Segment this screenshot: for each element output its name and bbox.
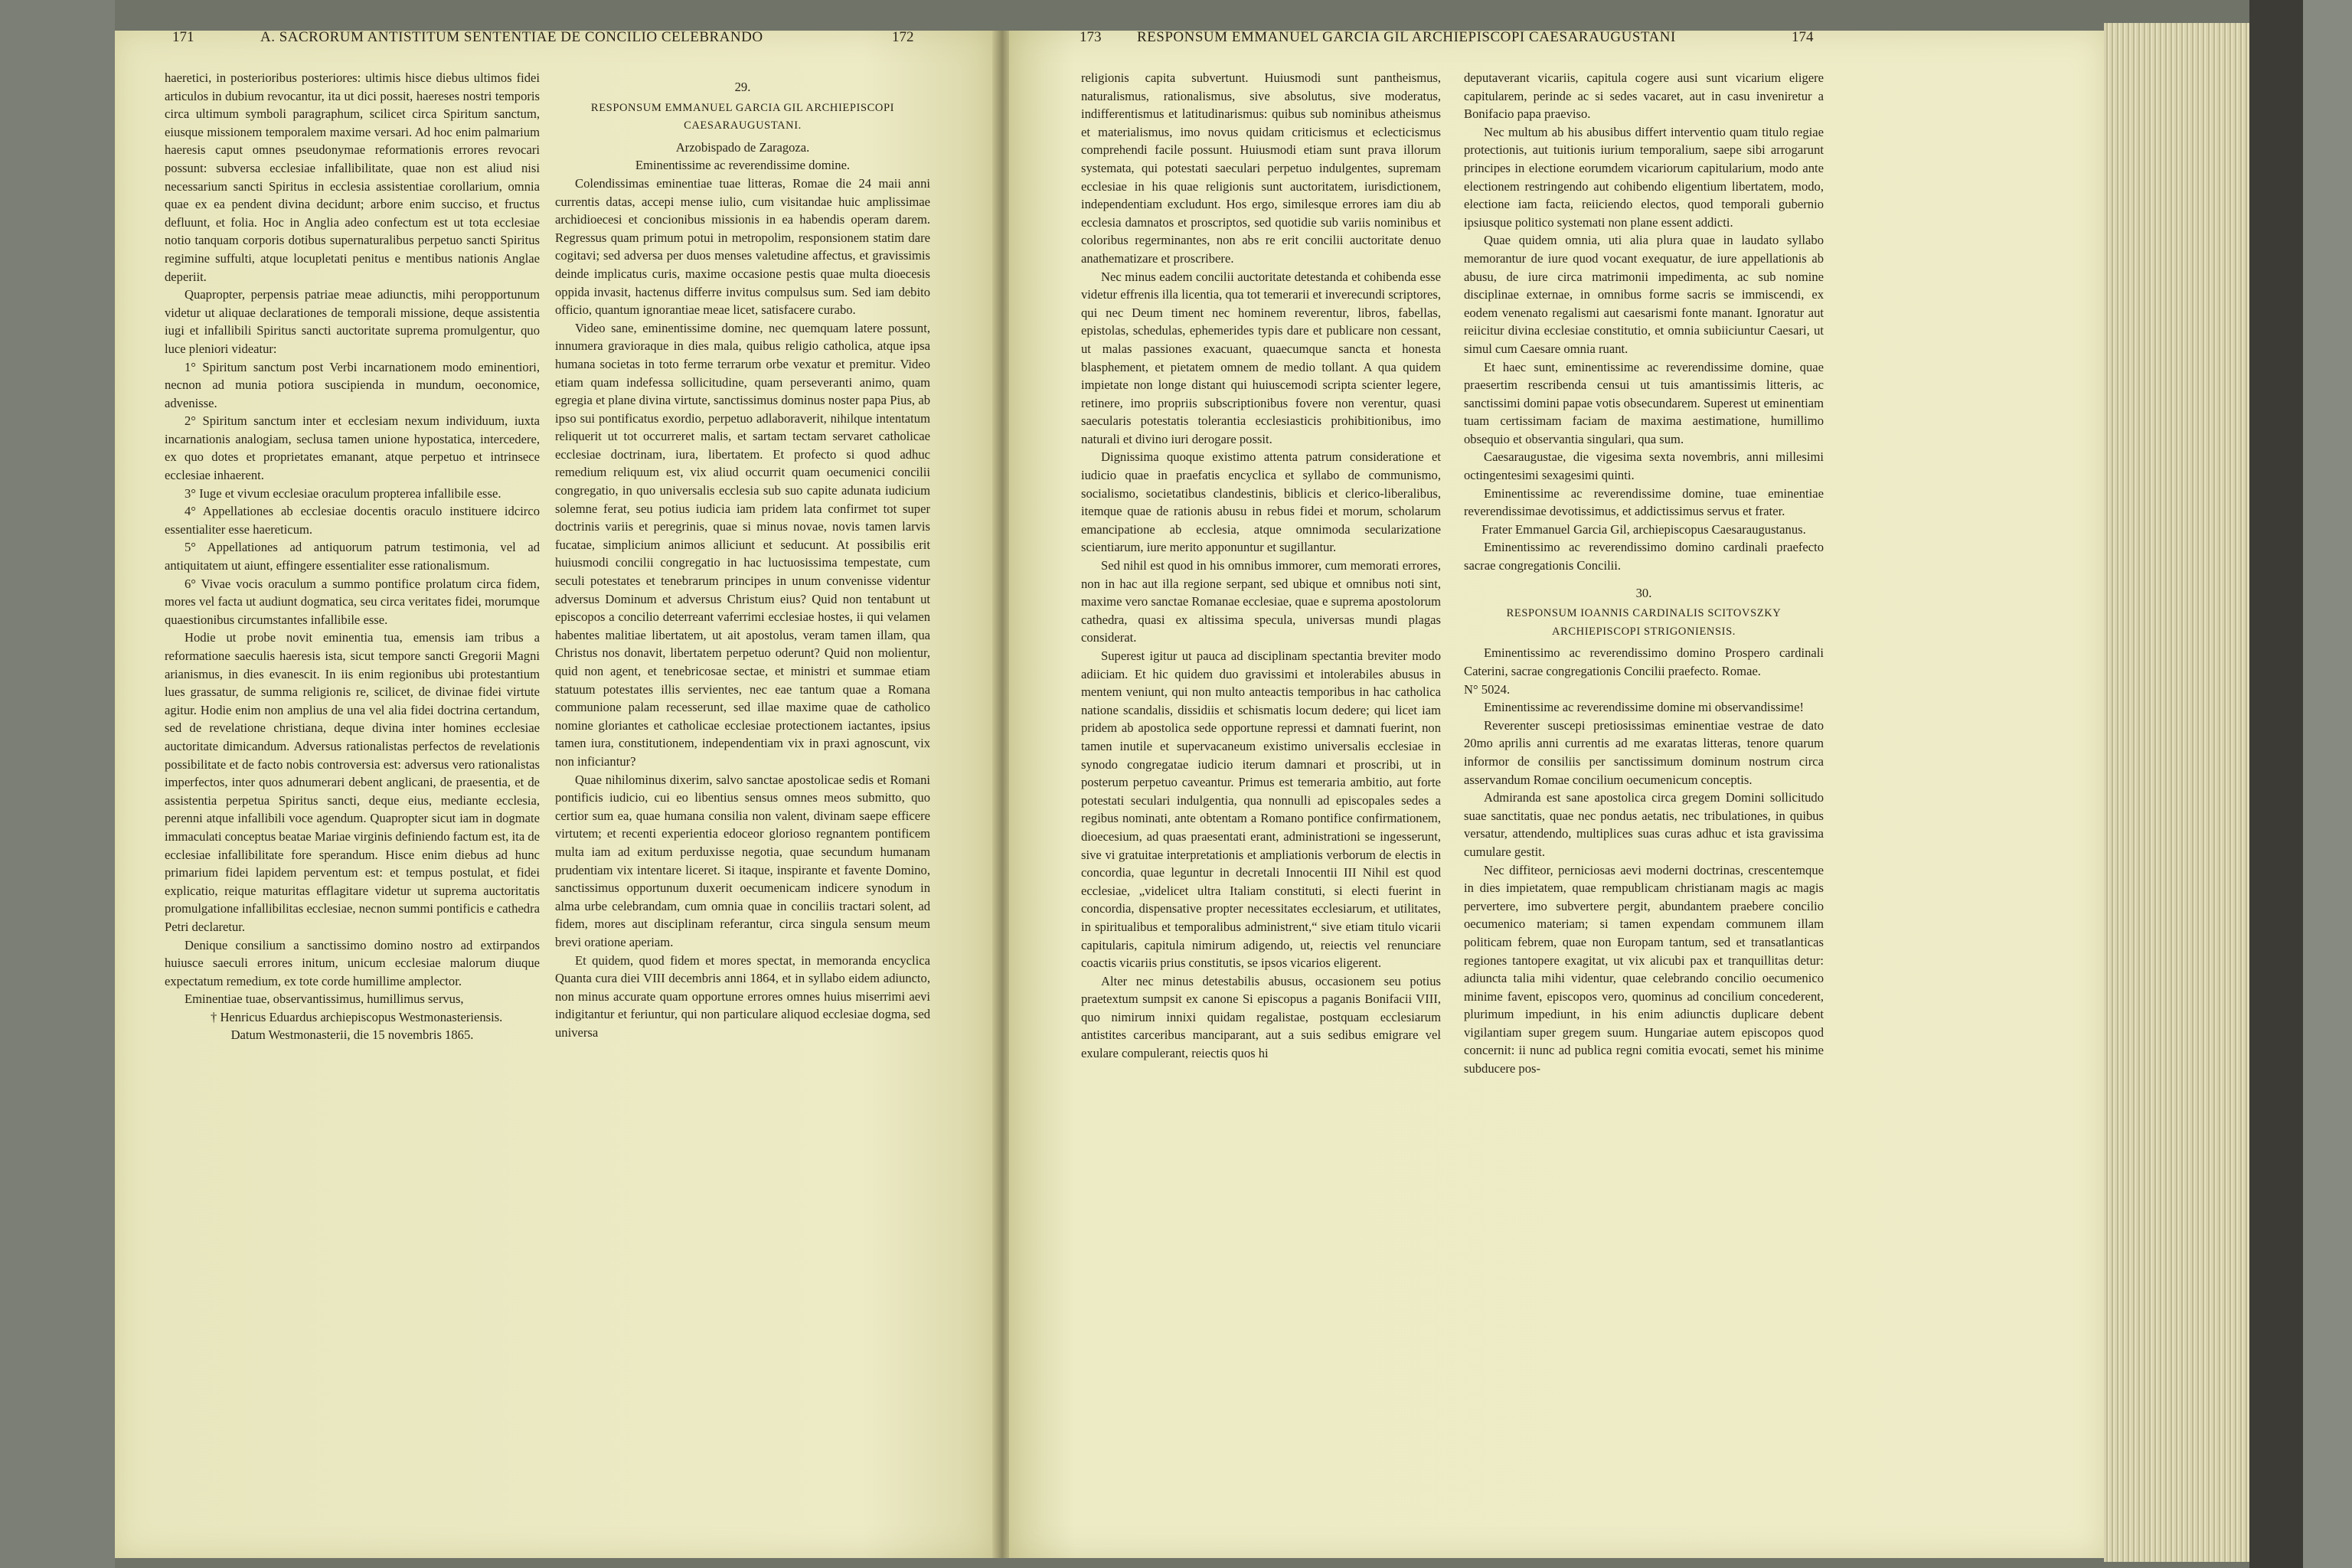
paragraph: 2° Spiritum sanctum inter et ecclesiam nexum individuum, iuxta incarnationis analogiam, seclusa tamen unione hypostatica, intercedere, ex quo dotes et proprietates emanant, atque perpetuo et intrinsece ecclesiae inhaerent.: [165, 413, 540, 483]
paragraph: Dignissima quoque existimo attenta patrum consideratione et iudicio quae in praefatis encyclica et syllabo de communismo, socialismo, societatibus clandestinis, biblicis et clerico-liberalibus, itemque quae de rationis abusu in rebus fidei et morum, scholarum emancipatione ab ecclesia, atque omnimoda secularizatione scientiarum, iure merito apponuntur et sugillantur.: [1081, 449, 1441, 555]
paragraph: religionis capita subvertunt. Huiusmodi sunt pantheismus, naturalismus, rationalismus, sive absolutus, sive moderatus, indifferentismus et latitudinarismus: quibus sub nominibus atheismus et materialismus, imo novus quidam criticismus et eclecticismus comprehendi facile possunt. Huiusmodi etiam sunt prava illorum systemata, qui potestati saeculari perpetuo indulgentes, supremam ecclesiae in his quae religionis sunt auctoritatem, iurisdictionem, independentiam excludunt. Hos ergo, similesque errores iam diu ab ecclesia damnatos et proscriptos, sed quotidie sub variis nominibus et coloribus regerminantes, non abs re erit concilii auctoritate denuo anathematizare et proscribere.: [1081, 70, 1441, 266]
paragraph: Et quidem, quod fidem et mores spectat, in memoranda encyclica Quanta cura diei VIII decembris anni 1864, et in syllabo eidem adiuncto, non minus accurate quam opportune errores omnes huius miserrimi aevi indigitantur et feriuntur, qui non particulare aliquod ecclesiae dogma, sed universa: [555, 952, 930, 1040]
right-column-2: [1464, 69, 1824, 1524]
paragraph: Alter nec minus detestabilis abusus, occasionem seu potius praetextum sumpsit ex canone Si episcopus a paganis Bonifacii VIII, quo nimirum innixi quidam regalistae, postquam ecclesiarum antistites carceribus manciparant, aut a suis sedibus emigrare vel exulare compulerant, reiectis quos hi: [1081, 973, 1441, 1061]
paragraph: Eminentiae tuae, observantissimus, humillimus servus,: [185, 991, 464, 1007]
paragraph: Quapropter, perpensis patriae meae adiunctis, mihi peropportunum videtur ut aliquae declarationes de temporali missione, deque assistentia iugi et infallibili Spiritus sancti auctoritate suprema promulgentur, quo luce pleniori videatur:: [165, 287, 540, 356]
page-edges: [2104, 23, 2249, 1562]
book-cover: [2249, 0, 2303, 1568]
paragraph: 4° Appellationes ab ecclesiae docentis oraculo instituere idcirco essentialiter esse haereticum.: [165, 504, 540, 537]
paragraph: Hodie ut probe novit eminentia tua, emensis iam tribus a reformatione saeculis haeresis ista, sicut tempore sancti Gregorii Magni arianismus, in dies evanescit. In iis enim regionibus ubi protestantium lues grassatur, de summa religionis re, scilicet, de divinae fidei virtute agitur. Hodie enim non amplius de una vel alia fidei doctrina certandum, sed de revelatione christiana, deque divina inter homines ecclesiae auctoritate dimicandum. Adversus rationalistas perfectos de revelationis possibilitate et de facto nobis controversia est: adversus vero rationalistas imperfectos, inter quos adnumerari debent anglicani, de praesentia, et de assistentia perpetua Spiritus sancti, deque eius, mediante ecclesia, perenni atque infallibili voce agendum. Quapropter sicut iam in dogmate immaculati conceptus beatae Mariae virginis definiendo factum est, ita de ecclesiae infallibilitate fore sperandum. Hisce enim diebus ad hunc primarium fidei lapidem perventum est: et tempus postulat, et fidei explicatio, reique maturitas efflagitare videtur ut suprema auctoritatis promulgatione infallibilitas ecclesiae, necnon summi pontificis e cathedra Petri declaretur.: [165, 630, 540, 934]
paragraph: Denique consilium a sanctissimo domino nostro ad extirpandos huiusce saeculi errores initum, unicum ecclesiae malorum diuque expectatum remedium, ex tote corde humillime amplector.: [165, 937, 540, 988]
paragraph: Nec diffiteor, perniciosas aevi moderni doctrinas, crescentemque in dies impietatem, quae rempublicam christianam magis ac magis pervertere, imo subvertere pergit, abundantem praebere concilio oecumenico materiam; si tamen expendam communem illam politicam febrem, quae non Europam tantum, sed et transatlanticas regiones tantopere exagitat, ut vix alicubi pax et tranquillitas detur: adiuncta talia mihi videntur, quae celebrando concilio oecumenico minime favent, episcopos vero, quominus ad concilium concederent, plurimum impediunt, in his enim adiunctis duplicare debent vigilantiam super gregem suum. Hungariae autem episcopos quod concernit: ii nunc ad publica regni comitia evocati, semet his minime subducere pos-: [1464, 862, 1824, 1076]
paragraph: Quae quidem omnia, uti alia plura quae in laudato syllabo memorantur de iure quod vocant exequatur, de iure appellationis ab abusu, de iure circa matrimonii impedimenta, ac sub nomine disciplinae externae, in omnibus forme sacris se immiscendi, ex eodem venenato regalismi aut caesarismi fonte manant. Ignoratur aut reiicitur divina ecclesiae constitutio, et omnia subiiciuntur Caesari, ut simul cum Caesare omnia ruant.: [1464, 233, 1824, 356]
paragraph: Nec multum ab his abusibus differt interventio quam titulo regiae protectionis, aut tuitionis iurium temporalium, saepe sibi arrogarunt principes in electione eorumdem vicariorum capitularium, modo ante electionem restringendo aut cohibendo eligentium libertatem, modo, electione iam facta, reiiciendo electos, quod temporali gubernio ipsiusque politico systemati non plane essent addicti.: [1464, 124, 1824, 230]
address: Eminentissimo ac reverendissimo domino Prospero cardinali Caterini, sacrae congregationis Concilii praefecto. Romae.: [1464, 645, 1824, 678]
salutation: Eminentissime ac reverendissime domine mi observandissime!: [1484, 700, 1804, 715]
page-number-171: 171: [172, 29, 194, 45]
paragraph: deputaverant vicariis, capitula cogere ausi sunt vicarium eligere capitularem, perinde ac si sedes vacaret, aut in casu inveniretur a Bonifacio papa praeviso.: [1464, 70, 1824, 122]
running-head-left: A. SACRORUM ANTISTITUM SENTENTIAE DE CONCILIO CELEBRANDO: [260, 29, 763, 45]
running-head-right: RESPONSUM EMMANUEL GARCIA GIL ARCHIEPISCOPI CAESARAUGUSTANI: [1137, 29, 1676, 45]
paragraph: 3° Iuge et vivum ecclesiae oraculum propterea infallibile esse.: [185, 485, 501, 501]
paragraph: 5° Appellationes ad antiquorum patrum testimonia, vel ad antiquitatem ut aiunt, effingere essentialiter esse rationalismum.: [165, 540, 540, 573]
protocol-number: N° 5024.: [1464, 681, 1511, 697]
signature: † Henricus Eduardus archiepiscopus Westmonasteriensis.: [211, 1009, 503, 1024]
section-title: RESPONSUM IOANNIS CARDINALIS SCITOVSZKY ARCHIEPISCOPI STRIGONIENSIS.: [1506, 607, 1782, 638]
paragraph: Quae nihilominus dixerim, salvo sanctae apostolicae sedis et Romani pontificis iudicio, cui eo libentius sensus omnes meos submitto, quo certior sum ea, quae humana consilia non valent, divinam saepe efficere virtutem; et recenti experientia edoceor glorioso regnantem pontificem multa iam ad exitum perduxisse negotia, quae secundum humanam prudentiam vix intentare liceret. Si itaque, inspirante et favente Domino, sanctissimus opportunum duxerit oecumenicam indicere synodum in alma urbe celebrandam, cum omnia quae in conciliis tractari solent, ad fidem, mores aut disciplinam referantur, circa singula sensum meum brevi oratione aperiam.: [555, 772, 930, 949]
left-column-1: [165, 69, 540, 1524]
page-number-173: 173: [1080, 29, 1102, 45]
page-number-172: 172: [892, 29, 914, 45]
paragraph: haeretici, in posterioribus posteriores: ultimis hisce diebus ultimos fidei articulos in dubium revocantur, ita ut dici possit, haereses nostri temporis circa ultimum symboli paragraphum, scilicet circa Spiritum sanctum, eiusque missionem temporalem maxime versari. Ad hoc enim palmarium haeresis caput omnes pseudonymae reformationis errores revocari possunt: subversa ecclesiae infallibilitate, quae non est aliud nisi necessarium sancti Spiritus in ecclesia assistentiae corollarium, omnia quae ex ea pendent divina decidunt; arbore enim succiso, et fructus defluunt, et folia. Hoc in Anglia adeo confectum est ut tota ecclesiae notio tanquam corporis dotibus supernaturalibus perpetuo sancti Spiritus regimine suffulti, atque locupletati penitus e mentibus nationis Anglae deperiit.: [165, 70, 540, 284]
paragraph: Nec minus eadem concilii auctoritate detestanda et cohibenda esse videtur effrenis illa licentia, qua tot temerarii et inverecundi scriptores, qui nec Deum timent nec hominem reverentur, libros, fabellas, epistolas, schedulas, ephemerides typis dare et publicare non cessant, ut malas passiones exacuant, quaecumque sancta et honesta blasphement, et pietatem omnem de medio tollant. A qua quidem impietate non longe distant qui huiuscemodi scripta scienter legere, retinere, imo propriis subscriptionibus fovere non verentur, quasi saecularis potestatis tolerantia ecclesiasticis prohibitionibus, imo naturali et divino iuri derogare possit.: [1081, 269, 1441, 446]
table-surface-right: [2303, 0, 2352, 1568]
salutation: Eminentissime ac reverendissime domine.: [635, 158, 851, 173]
paragraph: 6° Vivae vocis oraculum a summo pontifice prolatum circa fidem, mores vel facta ut audiunt dogmatica, seu circa veritates fidei, morumque quaestionibus circumstantes infallibile esse.: [165, 576, 540, 627]
paragraph: Sed nihil est quod in his omnibus immorer, cum memorati errores, non in hac aut illa regione serpant, sed ubique et omnibus noti sint, maxime vero sanctae Romanae ecclesiae, quae e suprema apostolorum cathedra, quasi ex altissima specula, universas mundi plagas considerat.: [1081, 558, 1441, 645]
page-number-174: 174: [1792, 29, 1814, 45]
paragraph: Admiranda est sane apostolica circa gregem Domini sollicitudo suae sanctitatis, quae nec pondus aetatis, nec tribulationes, in quibus versatur, attendendo, multiplices suas curas adhuc et ista gravissima cumulare gestit.: [1464, 790, 1824, 859]
address: Eminentissimo ac reverendissimo domino cardinali praefecto sacrae congregationis Concilii.: [1464, 540, 1824, 573]
paragraph: 1° Spiritum sanctum post Verbi incarnationem modo eminentiori, necnon ad munia potiora suscipienda in mundum, oeconomice, advenisse.: [165, 359, 540, 410]
section-number: 29.: [734, 80, 751, 94]
paragraph: Superest igitur ut pauca ad disciplinam spectantia breviter modo adiiciam. Et hic quidem duo gravissimi et intolerabiles abusus in mentem veniunt, qui non multo anteactis temporibus in hac catholica natione scandalis, dissidiis et schismatis locum dedere; qui licet iam pridem ab apostolica sede opportune repressi et damnati fuerint, non tamen inutile et supervacaneum existimo universalis ecclesiae in synodo congregatae iudicio iterum damnari et proscribi, ut in posterum perpetuo caveantur. Primus est temeraria ambitio, aut forte potestati seculari indulgentia, qua nonnulli ad episcopales sedes a regibus nominati, ante obtentam a Romano pontifice confirmationem, dioecesium, ad quas praesentati erant, administrationi se ingesserunt, sive vi gratuitae interpretationis et ampliationis verborum de electis in concordia, quae leguntur in decretali Innocentii III Nihil est quod ecclesiae, „videlicet ultra Italiam constituti, si electi fuerint in concordia, dispensative propter necessitates ecclesiarum, et utilitates, in spiritualibus et temporalibus administrent,“ sive etiam titulo vicarii capitularis, capitula nimirum adigendo, ut, reiectis vel renunciare coactis vicariis prius constitutis, se ipsos vicarios eligerent.: [1081, 648, 1441, 971]
letterhead: Arzobispado de Zaragoza.: [675, 139, 810, 155]
table-surface: [0, 0, 115, 1568]
paragraph: Reverenter suscepi pretiosissimas eminentiae vestrae de dato 20mo aprilis anni currentis ad me exaratas litteras, tenore quarum informor de consiliis per sanctissimum dominum nostrum circa asservandum Romae concilium oecumenicum conceptis.: [1464, 717, 1824, 787]
paragraph: Colendissimas eminentiae tuae litteras, Romae die 24 maii anni currentis datas, accepi mense iulio, cum visitandae huic amplissimae archidioecesi et concionibus missionis in ea habendis operam darem. Regressus quam primum potui in metropolim, responsionem statim dare cogitavi; sed adversa per duos menses valetudine affectus, et gravissimis deinde implicatus curis, maxime occasione pestis quae multa dioecesis oppida invasit, hactenus differre invitus compulsus sum. Sed iam debito officio, quantum ignorantiae meae licet, satisfacere curabo.: [555, 175, 930, 318]
right-column-1: [1081, 69, 1441, 1524]
section-number: 30.: [1635, 585, 1652, 600]
section-title: RESPONSUM EMMANUEL GARCIA GIL ARCHIEPISCOPI CAESARAUGUSTANI.: [590, 101, 895, 132]
dateline: Datum Westmonasterii, die 15 novembris 1865.: [230, 1027, 474, 1043]
paragraph: Eminentissime ac reverendissime domine, tuae eminentiae reverendissimae devotissimus, et addictissimus servus et frater.: [1464, 485, 1824, 519]
paragraph: Video sane, eminentissime domine, nec quemquam latere possunt, innumera gravioraque in dies mala, quibus religio catholica, atque ipsa humana societas in toto ferme terrarum orbe vexatur et premitur. Video etiam quam indefessa sollicitudine, quam perseveranti animo, quam egregia et plane divina virtute, sanctissimus dominus noster papa Pius, ab ipso sui pontificatus exordio, perpetuo adlaboraverit, nihilque intentatum reliquerit ut tot occurreret malis, et sartam tectam servaret catholicae ecclesiae doctrinam, iura, libertatem. Et profecto si quod adhuc remedium reliquum est, vix aliud occurrit quam oecumenici concilii congregatio, in quo universalis ecclesia sub suo capite adunata iudicium solemne ferat, seu potius iudicia iam pridem lata confirmet tot super doctrinis variis et peregrinis, quae si minus novae, novis tamen larvis fucatae, simplicium animos alliciunt et seducunt. At possibilis erit huiusmodi concilii congregatio in hac luctuosissima tempestate, cum seculi potestates et tenebrarum principes in unum convenisse videntur adversus Dominum et adversus Christum eius? Quid non tentabunt ut episcopos a concilio deterreant vaferrimi ecclesiae hostes, ii qui velamen habentes malitiae libertatem, ut ait apostolus, veram tamen illam, qua Christus nos donavit, libertatem perpetuo oderunt? Quid non molientur, quid non agent, et tenebricosae sectae, et ministri et summae etiam statuum potestates illis servientes, nec eae tantum quae a Romana communione palam recesserunt, sed illae maxime quae de catholico nomine gloriantes et catholicae ecclesiae protectionem iactantes, ipsius tamen iura, constitutionem, independentiam vix in praxi agnoscunt, vix non inficiantur?: [555, 320, 930, 769]
left-column-2: [555, 69, 930, 1524]
signature: Frater Emmanuel Garcia Gil, archiepiscopus Caesaraugustanus.: [1481, 521, 1806, 537]
paragraph: Et haec sunt, eminentissime ac reverendissime domine, quae praesertim rescribenda censui ut tuis amantissimis litteris, ac sanctissimi domini papae votis obsecundarem. Superest ut eminentiam tuam certissimam faciam de maxima aestimatione, humillimo obsequio et observantia singulari, qua sum.: [1464, 359, 1824, 446]
paragraph: Caesaraugustae, die vigesima sexta novembris, anni millesimi octingentesimi sexagesimi quinti.: [1464, 449, 1824, 483]
